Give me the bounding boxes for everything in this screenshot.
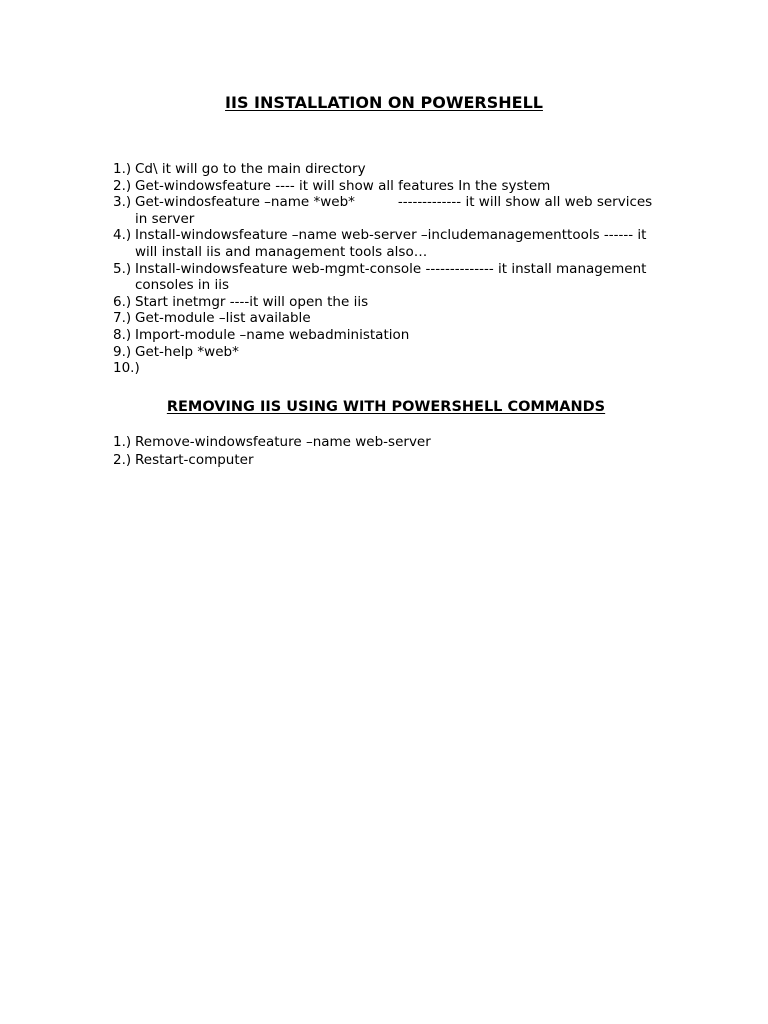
- step-text: [135, 360, 673, 377]
- list-item: [113, 294, 673, 311]
- step-text: Install-windowsfeature web-mgmt-console -------------- it install management consoles in iis: [135, 260, 647, 294]
- step-text: Import-module –name webadministation: [135, 326, 410, 343]
- step-text: Remove-windowsfeature –name web-server: [135, 434, 431, 450]
- list-item: [113, 327, 673, 344]
- step-number: 5.): [113, 260, 132, 277]
- step-text: Start inetmgr ----it will open the iis: [135, 293, 369, 310]
- step-number: 1.): [113, 161, 132, 177]
- step-number: 10.): [113, 360, 140, 377]
- page-title: IIS INSTALLATION ON POWERSHELL: [225, 93, 543, 112]
- step-number: 9.): [113, 343, 132, 360]
- step-text: Install-windowsfeature –name web-server –includemanagementtools ------ it will install iis and management tools also…: [135, 227, 647, 260]
- step-number: 1.): [113, 434, 132, 450]
- list-item: [113, 451, 673, 469]
- list-item: [113, 344, 673, 361]
- step-text: Get-windowsfeature ---- it will show all features In the system: [135, 177, 551, 194]
- step-number: 3.): [113, 194, 132, 211]
- step-number: 2.): [113, 452, 132, 468]
- install-steps-list: [113, 161, 673, 377]
- list-item: [113, 310, 673, 327]
- list-item: [113, 261, 673, 294]
- list-item: [113, 433, 673, 451]
- step-number: 4.): [113, 227, 132, 244]
- list-item: [113, 161, 673, 178]
- step-number: 6.): [113, 293, 132, 310]
- list-item: [113, 178, 673, 195]
- step-text: Restart-computer: [135, 452, 254, 468]
- step-text: Get-windosfeature –name *web* ------------- it will show all web services in server: [135, 194, 653, 227]
- list-item: [113, 360, 673, 377]
- step-number: 7.): [113, 310, 132, 327]
- step-text: Get-module –list available: [135, 310, 311, 327]
- step-number: 2.): [113, 177, 132, 194]
- step-text: Cd\ it will go to the main directory: [135, 161, 366, 177]
- removal-steps-list: [113, 433, 673, 469]
- section-heading-removal: REMOVING IIS USING WITH POWERSHELL COMMANDS: [166, 399, 606, 415]
- list-item: [113, 194, 673, 227]
- step-number: 8.): [113, 326, 132, 343]
- list-item: [113, 227, 673, 260]
- step-text: Get-help *web*: [135, 343, 239, 360]
